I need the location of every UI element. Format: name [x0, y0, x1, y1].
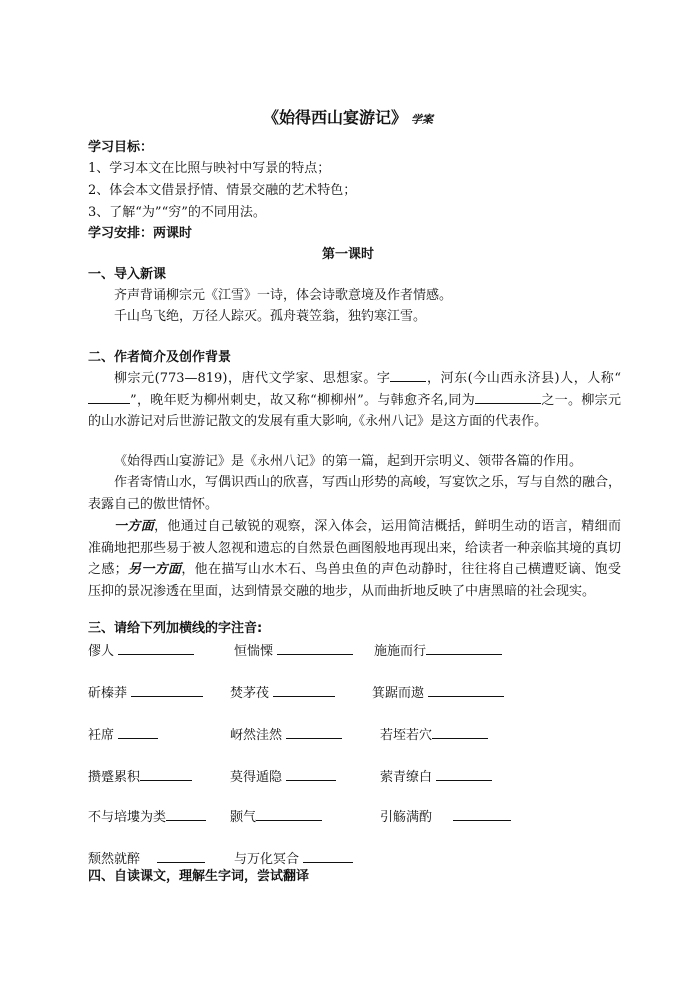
fill-blank-title[interactable] [88, 391, 130, 404]
author-text-a: 柳宗元(773—819)，唐代文学家、思想家。字 [114, 371, 391, 386]
work-paragraph: 《始得西山宴游记》是《永州八记》的第一篇，起到开宗明义、领带各篇的作用。 [114, 454, 583, 469]
goal-item-1: 1、学习本文在比照与映衬中写景的特点； [88, 161, 331, 176]
pinyin-item: 萦青缭白 [380, 766, 492, 785]
author-text-d: 之一。柳宗元的山水游记对后世游记散文的发展有重大影响,《永州八记》是这方面的代表作。 [88, 392, 621, 429]
emphasis-one-side: 一方面 [114, 519, 155, 534]
answer-blank[interactable] [118, 726, 158, 739]
pinyin-item: 施施而行 [374, 640, 502, 659]
section-1-line-2: 千山鸟飞绝，万径人踪灭。孤舟蓑笠翁，独钓寒江雪。 [114, 309, 427, 324]
pinyin-row [88, 848, 648, 866]
pinyin-row [88, 682, 648, 700]
answer-blank[interactable] [286, 768, 336, 781]
answer-blank[interactable] [256, 808, 322, 821]
answer-blank[interactable] [453, 808, 511, 821]
answer-blank[interactable] [140, 768, 192, 781]
pinyin-item: 焚茅茷 [230, 682, 335, 701]
answer-blank[interactable] [432, 726, 488, 739]
answer-blank[interactable] [426, 642, 502, 655]
pinyin-item: 颓然就醉 [88, 848, 205, 867]
pinyin-row [88, 766, 648, 784]
pinyin-row [88, 724, 648, 742]
goal-item-3: 3、了解“为”“穷”的不同用法。 [88, 205, 266, 220]
pinyin-item: 引觞满酌 [380, 806, 511, 825]
goal-item-2: 2、体会本文借景抒情、情景交融的艺术特色； [88, 183, 357, 198]
answer-blank[interactable] [131, 684, 203, 697]
answer-blank[interactable] [157, 850, 205, 863]
fill-blank-courtesy-name[interactable] [390, 369, 426, 382]
fill-blank-group[interactable] [475, 391, 541, 404]
pinyin-item: 与万化冥合 [234, 848, 353, 867]
answer-blank[interactable] [277, 642, 353, 655]
pinyin-row [88, 640, 648, 658]
pinyin-item: 岈然洼然 [230, 724, 342, 743]
pinyin-item: 攒蹙累积 [88, 766, 192, 785]
answer-blank[interactable] [428, 684, 504, 697]
pinyin-item: 莫得遁隐 [230, 766, 336, 785]
analysis-text-a: ，他通过自己敏锐的观察，深入体会，运用简洁概括，鲜明生动的语言，精细而准确地把那些易于被人忽视和遗忘的自然景色画图般地再现出来，给读者一种亲临其境的真切之感； [88, 519, 622, 577]
answer-blank[interactable] [286, 726, 342, 739]
section-1-heading: 一、导入新课 [88, 267, 167, 282]
analysis-paragraph [88, 516, 621, 602]
section-3-heading: 三、请给下列加横线的字注音: [88, 621, 263, 636]
goals-heading: 学习目标： [88, 140, 154, 155]
pinyin-item: 箕踞而遨 [372, 682, 504, 701]
pinyin-item: 斫榛莽 [88, 682, 203, 701]
pinyin-item: 僇人 [88, 640, 194, 659]
emphasis-other-side: 另一方面 [127, 562, 182, 577]
pinyin-item: 不与培塿为类 [88, 806, 206, 825]
section-1-line-1: 齐声背诵柳宗元《江雪》一诗，体会诗歌意境及作者情感。 [114, 288, 453, 303]
pinyin-item: 若垤若穴 [380, 724, 488, 743]
section-2-heading: 二、作者简介及创作背景 [88, 350, 232, 365]
answer-blank[interactable] [273, 684, 335, 697]
pinyin-row [88, 806, 648, 824]
author-text-c: ”，晚年贬为柳州刺史，故又称“柳柳州”。与韩愈齐名,同为 [130, 392, 476, 408]
analysis-text-b: ，他在描写山水木石、鸟兽虫鱼的声色动静时，往往将自己横遭贬谪、饱受压抑的景况渗透在里面，达到情景交融的地步，从而曲折地反映了中唐黑暗的社会现实。 [88, 562, 621, 599]
title-text: 《始得西山宴游记》 [262, 108, 407, 127]
answer-blank[interactable] [436, 768, 492, 781]
pinyin-item: 颢气 [230, 806, 322, 825]
author-paragraph [88, 368, 621, 433]
section-4-heading: 四、自读课文，理解生字词，尝试翻译 [88, 869, 310, 884]
author-text-b: ，河东(今山西永济县)人，人称“ [426, 371, 621, 386]
answer-blank[interactable] [166, 808, 206, 821]
pinyin-item: 恒惴慄 [234, 640, 353, 659]
answer-blank[interactable] [303, 850, 353, 863]
schedule-line: 学习安排：两课时 [88, 226, 193, 241]
pinyin-item: 衽席 [88, 724, 158, 743]
period-heading: 第一课时 [321, 247, 374, 262]
document-title [0, 105, 696, 128]
title-subtitle: 学案 [411, 113, 433, 126]
theme-paragraph: 作者寄情山水，写偶识西山的欣喜，写西山形势的高峻，写宴饮之乐，写与自然的融合，表露自己的傲世情怀。 [88, 475, 622, 512]
answer-blank[interactable] [118, 642, 194, 655]
